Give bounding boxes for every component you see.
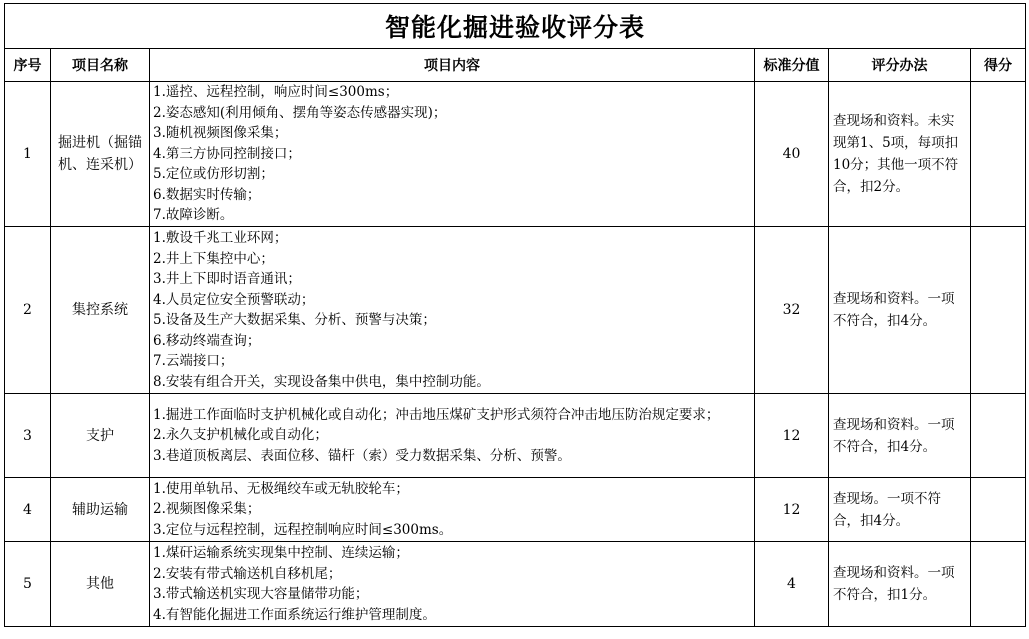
table-row: [5, 82, 1026, 227]
content-item: 2.安装有带式输送机自移机尾；: [153, 565, 342, 582]
content-item: 3.定位与远程控制，远程控制响应时间≤300ms。: [153, 521, 453, 538]
row-content: [150, 227, 755, 394]
row-score: 12: [755, 478, 829, 542]
row-result[interactable]: [971, 542, 1026, 627]
header-score: 标准分值: [755, 49, 829, 82]
score-sheet: [4, 3, 1025, 627]
row-result[interactable]: [971, 82, 1026, 227]
content-item: 4.第三方协同控制接口；: [153, 145, 301, 162]
row-content: [150, 394, 755, 478]
content-item: 1.敷设千兆工业环网；: [153, 230, 288, 246]
score-table: [4, 3, 1026, 627]
row-method: 查现场。一项不符合，扣4分。: [829, 478, 971, 542]
row-method: 查现场和资料。一项不符合，扣1分。: [829, 542, 971, 627]
content-item: 5.设备及生产大数据采集、分析、预警与决策；: [153, 312, 436, 328]
content-item: 1.煤矸运输系统实现集中控制、连续运输；: [153, 545, 409, 561]
row-score: 4: [755, 542, 829, 627]
row-method: 查现场和资料。未实现第1、5项，每项扣10分；其他一项不符合，扣2分。: [829, 82, 971, 227]
content-item: 3.随机视频图像采集；: [153, 125, 288, 142]
row-index: 2: [5, 227, 51, 394]
row-index: 5: [5, 542, 51, 627]
content-item: 2.视频图像采集；: [153, 501, 261, 518]
row-result[interactable]: [971, 394, 1026, 478]
row-index: 3: [5, 394, 51, 478]
row-content: [150, 542, 755, 627]
row-content: [150, 478, 755, 542]
table-row: [5, 394, 1026, 478]
row-method: 查现场和资料。一项不符合，扣4分。: [829, 227, 971, 394]
row-name: 支护: [51, 394, 150, 478]
content-item: 1.掘进工作面临时支护机械化或自动化；冲击地压煤矿支护形式须符合冲击地压防治规定要求；: [153, 406, 720, 423]
content-item: 4.有智能化掘进工作面系统运行维护管理制度。: [153, 606, 436, 623]
row-method: 查现场和资料。一项不符合，扣4分。: [829, 394, 971, 478]
title-row: [5, 4, 1026, 49]
header-index: 序号: [5, 49, 51, 82]
content-item: 7.故障诊断。: [153, 207, 234, 224]
row-score: 40: [755, 82, 829, 227]
row-content: [150, 82, 755, 227]
header-name: 项目名称: [51, 49, 150, 82]
row-result[interactable]: [971, 478, 1026, 542]
content-item: 2.姿态感知(利用倾角、摆角等姿态传感器实现)；: [153, 104, 447, 121]
content-item: 3.井上下即时语音通讯；: [153, 271, 301, 287]
content-item: 2.永久支护机械化或自动化；: [153, 427, 328, 444]
row-name: 辅助运输: [51, 478, 150, 542]
content-item: 7.云端接口；: [153, 353, 234, 369]
content-item: 8.安装有组合开关，实现设备集中供电，集中控制功能。: [153, 373, 490, 390]
row-result[interactable]: [971, 227, 1026, 394]
content-item: 5.定位或仿形切割；: [153, 166, 274, 183]
header-row: [5, 49, 1026, 82]
row-index: 4: [5, 478, 51, 542]
content-item: 3.巷道顶板离层、表面位移、锚杆（索）受力数据采集、分析、预警。: [153, 447, 571, 464]
row-score: 32: [755, 227, 829, 394]
header-method: 评分办法: [829, 49, 971, 82]
content-item: 1.使用单轨吊、无极绳绞车或无轨胶轮车；: [153, 480, 409, 497]
row-score: 12: [755, 394, 829, 478]
content-item: 6.移动终端查询；: [153, 332, 261, 349]
row-name: 其他: [51, 542, 150, 627]
page-title: 智能化掘进验收评分表: [5, 4, 1026, 49]
content-item: 4.人员定位安全预警联动；: [153, 291, 315, 308]
content-item: 6.数据实时传输；: [153, 186, 261, 203]
content-item: 3.带式输送机实现大容量储带功能；: [153, 586, 369, 602]
row-name: 集控系统: [51, 227, 150, 394]
content-item: 2.井上下集控中心；: [153, 250, 274, 267]
content-item: 1.遥控、远程控制，响应时间≤300ms；: [153, 84, 399, 101]
table-row: [5, 227, 1026, 394]
table-row: [5, 478, 1026, 542]
header-content: 项目内容: [150, 49, 755, 82]
row-index: 1: [5, 82, 51, 227]
header-result: 得分: [971, 49, 1026, 82]
row-name: 掘进机（掘锚机、连采机）: [51, 82, 150, 227]
table-row: [5, 542, 1026, 627]
